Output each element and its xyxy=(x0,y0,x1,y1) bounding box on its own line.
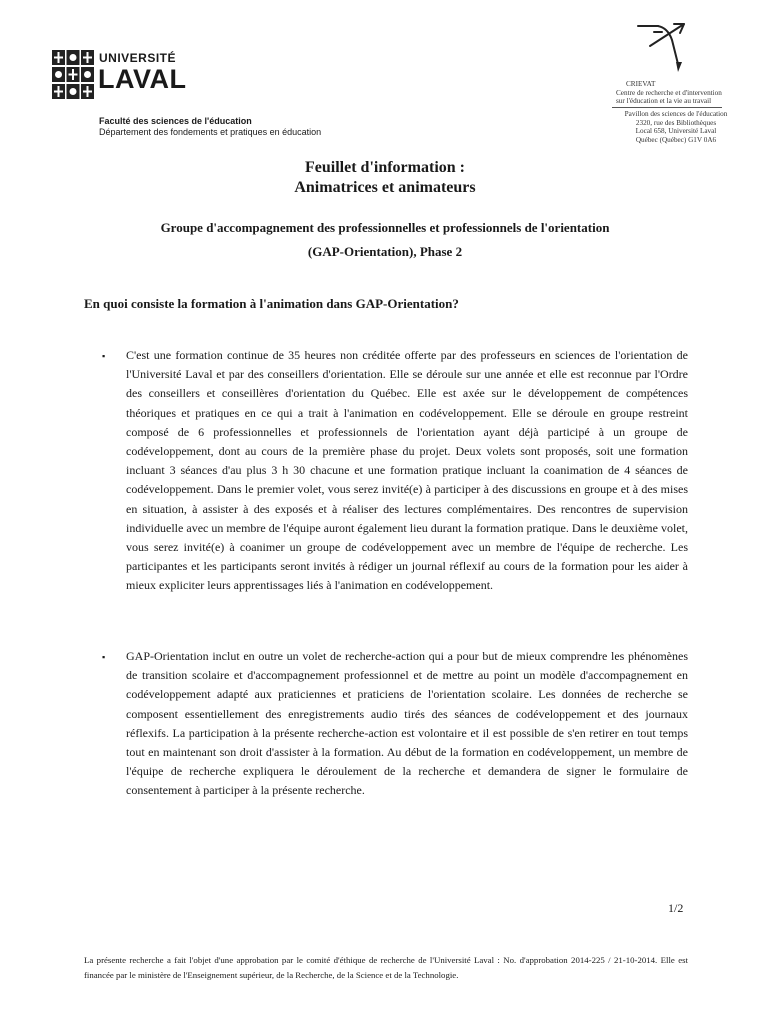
crievat-divider xyxy=(612,107,722,108)
address-line: Pavillon des sciences de l'éducation xyxy=(624,110,728,118)
document-subtitle-line-2: (GAP-Orientation), Phase 2 xyxy=(307,244,463,259)
crievat-description xyxy=(616,80,736,106)
universite-laval-crest-logo xyxy=(52,50,94,100)
section-heading: En quoi consiste la formation à l'animation dans GAP-Orientation? xyxy=(84,296,459,311)
page-number: 1/2 xyxy=(668,901,684,915)
bullet-marker: ▪ xyxy=(102,351,106,361)
university-name-big: LAVAL xyxy=(98,64,187,94)
document-title-line-1: Feuillet d'information : xyxy=(305,159,465,176)
address-line: 2320, rue des Bibliothèques xyxy=(635,118,717,127)
crievat-arrow-logo xyxy=(628,18,692,76)
paragraph-formation: C'est une formation continue de 35 heures non créditée offerte par des professeurs en sciences de l'orientation de l'Université Laval et par des conseillers d'orientation. Elle se déroule sur une année et elle est reconnue par l'Ordre des conseillers et conseillères d'orientation du Québec. Elle est axée sur le développement de compétences théoriques et pratiques en ce qui a trait à l'animation en codéveloppement. Elle se déroule en groupe restreint composé de 6 professionnelles et professionnels de l'orientation ayant déjà participé à un groupe de codéveloppement, dont au cours de la première phase du projet. Deux volets sont proposés, soit une formation incluant 3 séances d'au plus 3 h 30 chacune et une formation pratique incluant la coanimation de 4 séances de codéveloppement. Dans le premier volet, vous serez invité(e) à participer à des discussions en groupe et à des mises en situation, à assister à des exposés et à réaliser des lectures complémentaires. Des rencontres de supervision individuelle avec un membre de l'équipe auront également lieu durant la formation pratique. Dans le deuxième volet, vous serez invité(e) à coanimer un groupe de codéveloppement avec un membre de l'équipe de recherche. Les participantes et les participants seront invités à rédiger un journal réflexif au cours de la formation pour les aider à mieux expliciter leurs apprentissages liés à l'animation en codéveloppement. xyxy=(126,348,688,593)
paragraph-recherche: GAP-Orientation inclut en outre un volet de recherche-action qui a pour but de mieux comprendre les phénomènes de transition scolaire et d'accompagnement professionnel et de mettre au point un modèle d'accompagnement en codéveloppement adapté aux praticiennes et praticiens de l'orientation scolaire. Les données de recherche se composent essentiellement des enregistrements audio tirés des séances de codéveloppement et des journaux réflexifs. La participation à la présente recherche-action est volontaire et il est possible de s'en retirer en tout temps tout en maintenant son droit d'assister à la formation. Au début de la formation en codéveloppement, un membre de l'équipe de recherche expliquera le déroulement de la recherche et demandera de signer le formulaire de consentement à participer à la présente recherche. xyxy=(126,649,688,798)
crievat-line: sur l'éducation et la vie au travail xyxy=(616,97,712,105)
address-line: Local 658, Université Laval xyxy=(635,127,717,135)
faculty-block xyxy=(99,116,321,138)
bullet-marker: ▪ xyxy=(102,652,106,662)
crievat-address xyxy=(616,110,736,144)
address-line: Québec (Québec) G1V 0A6 xyxy=(635,135,717,144)
document-title-line-2: Animatrices et animateurs xyxy=(294,179,476,196)
crievat-line: Centre de recherche et d'intervention xyxy=(616,88,722,97)
faculty-name: Faculté des sciences de l'éducation xyxy=(99,116,252,126)
university-name xyxy=(99,52,186,93)
document-subtitle-line-1: Groupe d'accompagnement des professionnelles et professionnels de l'orientation xyxy=(160,220,610,235)
footer-note: La présente recherche a fait l'objet d'une approbation par le comité d'éthique de recherche de l'Université Laval : No. d'approbation 2014-225 / 21-10-2014. Elle est financée par le ministère de l'Enseignement supérieur, de la Recherche, de la Science et de la Technologie. xyxy=(84,955,688,980)
university-name-small: UNIVERSITÉ xyxy=(99,51,177,65)
department-name: Département des fondements et pratiques en éducation xyxy=(99,127,322,137)
crievat-name: CRIEVAT xyxy=(626,80,656,88)
